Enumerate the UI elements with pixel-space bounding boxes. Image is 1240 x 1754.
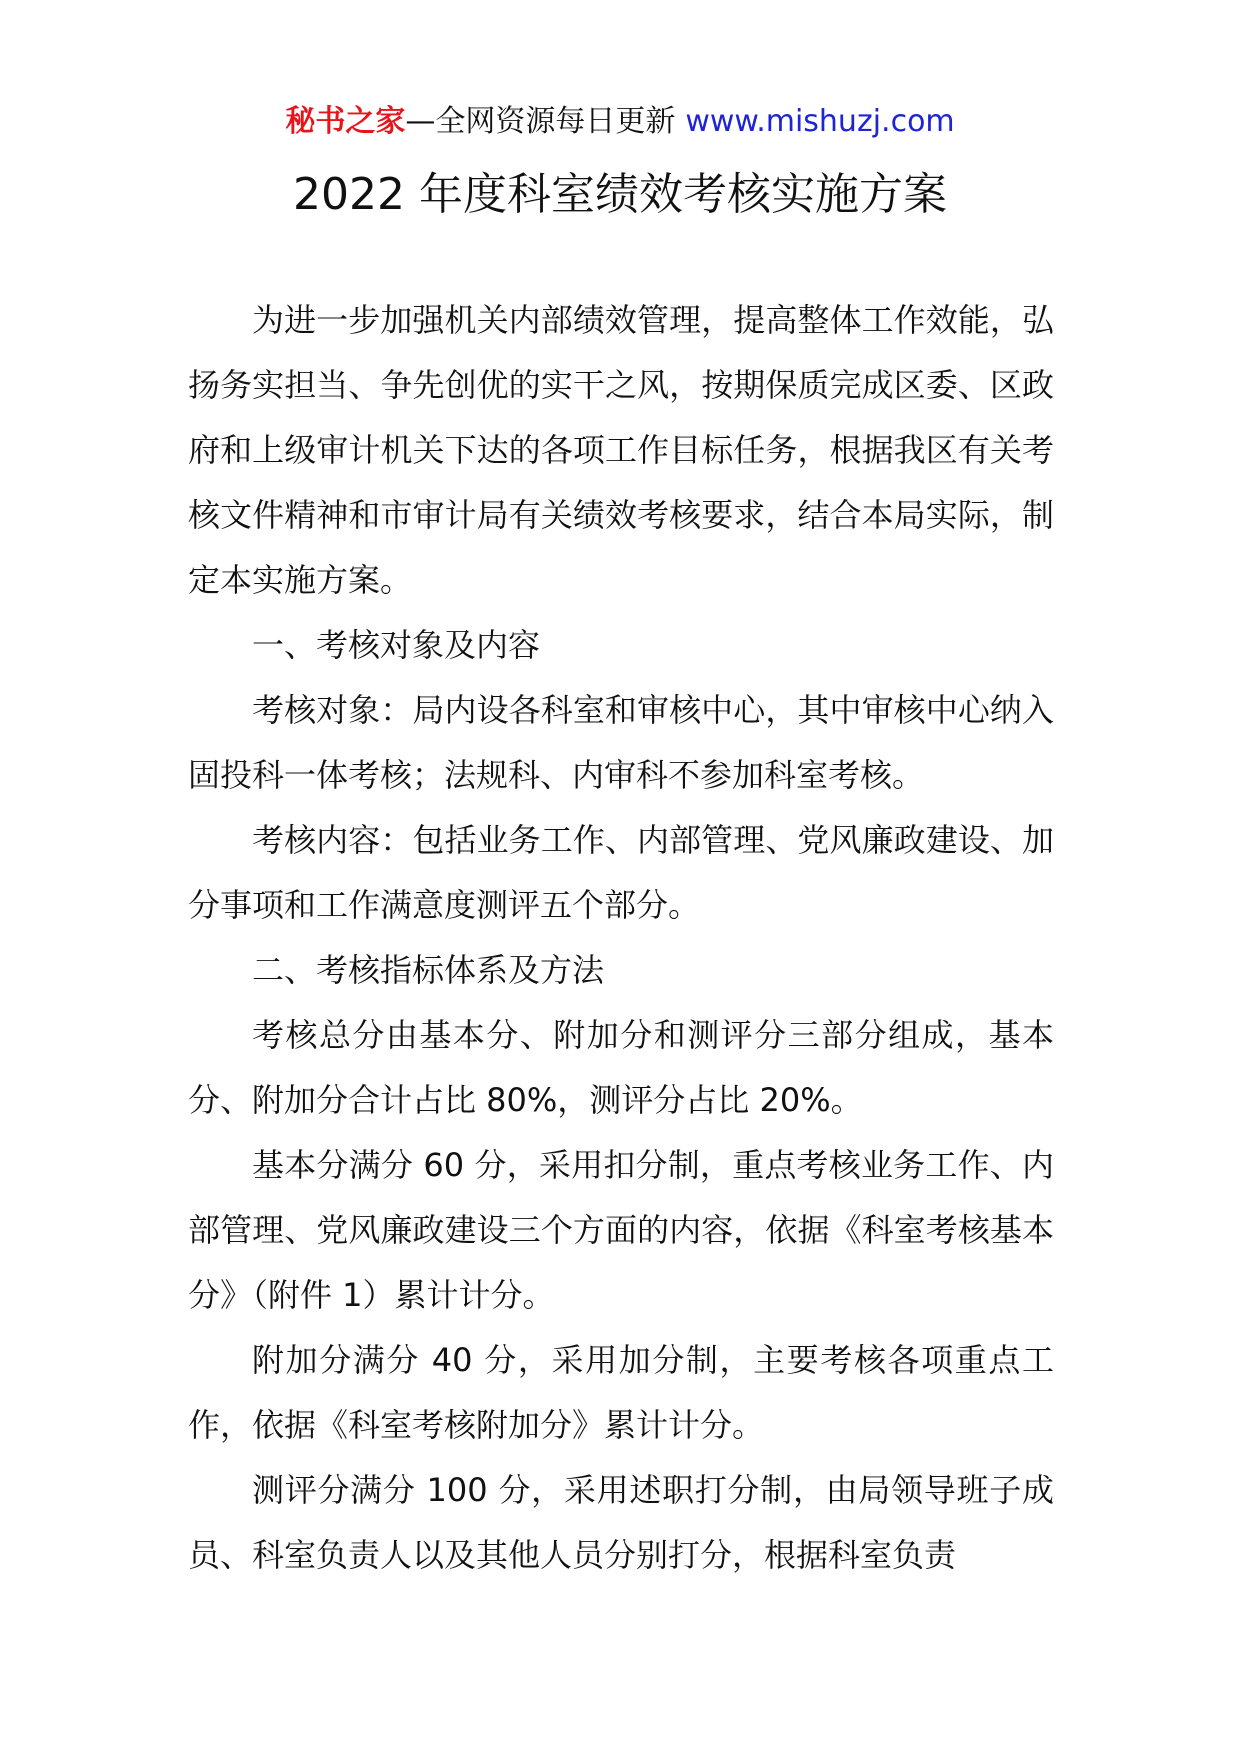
paragraph-basic-score: 基本分满分 60 分，采用扣分制，重点考核业务工作、内部管理、党风廉政建设三个方面的内容，依据《科室考核基本分》（附件 1）累计计分。 — [188, 1146, 1054, 1314]
paragraph-total-score: 考核总分由基本分、附加分和测评分三部分组成，基本分、附加分合计占比 80%，测评分占比 20%。 — [188, 1016, 1054, 1119]
document-body — [188, 288, 1054, 1588]
paragraph-evaluation-score: 测评分满分 100 分，采用述职打分制，由局领导班子成员、科室负责人以及其他人员分别打分，根据科室负责 — [188, 1471, 1054, 1574]
site-slogan: —全网资源每日更新 — [405, 104, 676, 139]
section-heading-1: 一、考核对象及内容 — [252, 626, 541, 664]
paragraph-bonus-score: 附加分满分 40 分，采用加分制，主要考核各项重点工作，依据《科室考核附加分》累计计分。 — [188, 1341, 1054, 1444]
site-url-link[interactable]: www.mishuzj.com — [685, 104, 955, 139]
document-title: 2022 年度科室绩效考核实施方案 — [293, 169, 947, 220]
paragraph-assessment-content: 考核内容：包括业务工作、内部管理、党风廉政建设、加分事项和工作满意度测评五个部分。 — [188, 821, 1054, 924]
section-heading-2: 二、考核指标体系及方法 — [252, 951, 605, 989]
site-brand: 秘书之家 — [285, 104, 406, 139]
site-header — [0, 100, 1240, 144]
paragraph-intro: 为进一步加强机关内部绩效管理，提高整体工作效能，弘扬务实担当、争先创优的实干之风，按期保质完成区委、区政府和上级审计机关下达的各项工作目标任务，根据我区有关考核文件精神和市审计局有关绩效考核要求，结合本局实际，制定本实施方案。 — [188, 301, 1054, 599]
paragraph-assessment-targets: 考核对象：局内设各科室和审核中心，其中审核中心纳入固投科一体考核；法规科、内审科不参加科室考核。 — [188, 691, 1054, 794]
